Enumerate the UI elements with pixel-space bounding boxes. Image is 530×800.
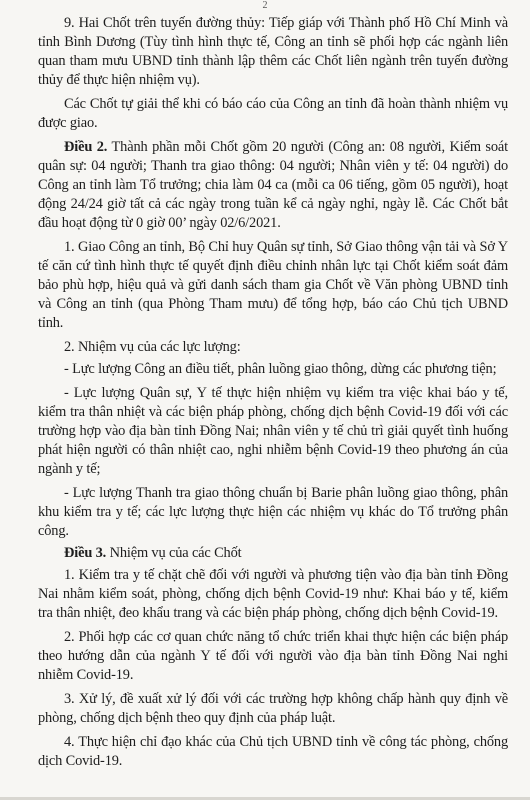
paragraph-nhiem-vu-luc-luong: 2. Nhiệm vụ của các lực lượng:	[64, 339, 241, 355]
dieu-2-heading: Điều 2.	[64, 139, 108, 155]
paragraph-chot-duong-thuy: 9. Hai Chốt trên tuyến đường thủy: Tiếp giáp với Thành phố Hồ Chí Minh và tỉnh Bình Dương (Tùy tình hình thực tế, Công an tỉnh sẽ phối hợp các ngành liên quan tham mưu UBND tỉnh thành lập thêm các Chốt liên ngành trên tuyến đường thủy để thực hiện nhiệm vụ).	[38, 15, 508, 88]
dieu-2-text: Thành phần mỗi Chốt gồm 20 người (Công an: 08 người, Kiểm soát quân sự: 04 người; Thanh tra giao thông: 04 người; Nhân viên y tế: 04 người) do Công an tỉnh làm Tổ trưởng; chia làm 04 ca (mỗi ca 06 tiếng, gồm 05 người), hoạt động 24/24 giờ tất cả các ngày trong tuần kể cả ngày nghỉ, ngày lễ. Các Chốt bắt đầu hoạt động từ 0 giờ 00’ ngày 02/6/2021.	[38, 139, 508, 231]
page-number: 2	[262, 0, 268, 11]
paragraph-giao-cong-an: 1. Giao Công an tỉnh, Bộ Chỉ huy Quân sự tỉnh, Sở Giao thông vận tải và Sở Y tế căn cứ tình hình thực tế quyết định điều chỉnh nhân lực tại Chốt kiểm soát đảm bảo phù hợp, hiệu quả và gửi danh sách tham gia Chốt về Văn phòng UBND tỉnh và Công an tỉnh (qua Phòng Tham mưu) để tổng hợp, báo cáo Chủ tịch UBND tỉnh.	[38, 239, 508, 331]
dieu-3-heading: Điều 3.	[64, 545, 107, 561]
paragraph-xu-ly: 3. Xử lý, đề xuất xử lý đối với các trường hợp không chấp hành quy định về phòng, chống dịch bệnh theo quy định của pháp luật.	[38, 691, 508, 726]
paragraph-luc-luong-quan-su-y-te: - Lực lượng Quân sự, Y tế thực hiện nhiệm vụ kiểm tra việc khai báo y tế, kiểm tra thân nhiệt và các biện pháp phòng, chống dịch bệnh Covid-19 đối với các trường hợp vào địa bàn tỉnh Đồng Nai; nhân viên y tế chủ trì giải quyết tình huống phát hiện người có thân nhiệt cao, nghi nhiễm bệnh Covid-19 theo phương án của ngành y tế;	[38, 385, 508, 477]
paragraph-luc-luong-thanh-tra: - Lực lượng Thanh tra giao thông chuẩn bị Barie phân luồng giao thông, phân khu kiểm tra y tế; các lực lượng thực hiện các nhiệm vụ khác do Tổ trưởng phân công.	[38, 485, 508, 539]
dieu-3-text: Nhiệm vụ của các Chốt	[106, 545, 242, 561]
paragraph-chi-dao-khac: 4. Thực hiện chỉ đạo khác của Chủ tịch UBND tỉnh về công tác phòng, chống dịch Covid-19.	[38, 734, 508, 769]
paragraph-phoi-hop: 2. Phối hợp các cơ quan chức năng tổ chức triển khai thực hiện các biện pháp theo hướng dẫn của ngành Y tế đối với người vào địa bàn tỉnh Đồng Nai nghi nhiễm Covid-19.	[38, 629, 508, 683]
paragraph-dieu-2	[38, 138, 508, 233]
paragraph-luc-luong-cong-an: - Lực lượng Công an điều tiết, phân luồng giao thông, dừng các phương tiện;	[64, 361, 497, 377]
paragraph-kiem-tra-y-te: 1. Kiểm tra y tế chặt chẽ đối với người và phương tiện vào địa bàn tỉnh Đồng Nai nhằm kiểm soát, phòng, chống dịch bệnh Covid-19 như: Khai báo y tế, kiểm tra thân nhiệt, đeo khẩu trang và các biện pháp phòng, chống dịch bệnh Covid-19.	[38, 567, 508, 621]
paragraph-giai-the: Các Chốt tự giải thể khi có báo cáo của Công an tỉnh đã hoàn thành nhiệm vụ được giao.	[38, 96, 508, 131]
paragraph-dieu-3	[38, 544, 508, 563]
